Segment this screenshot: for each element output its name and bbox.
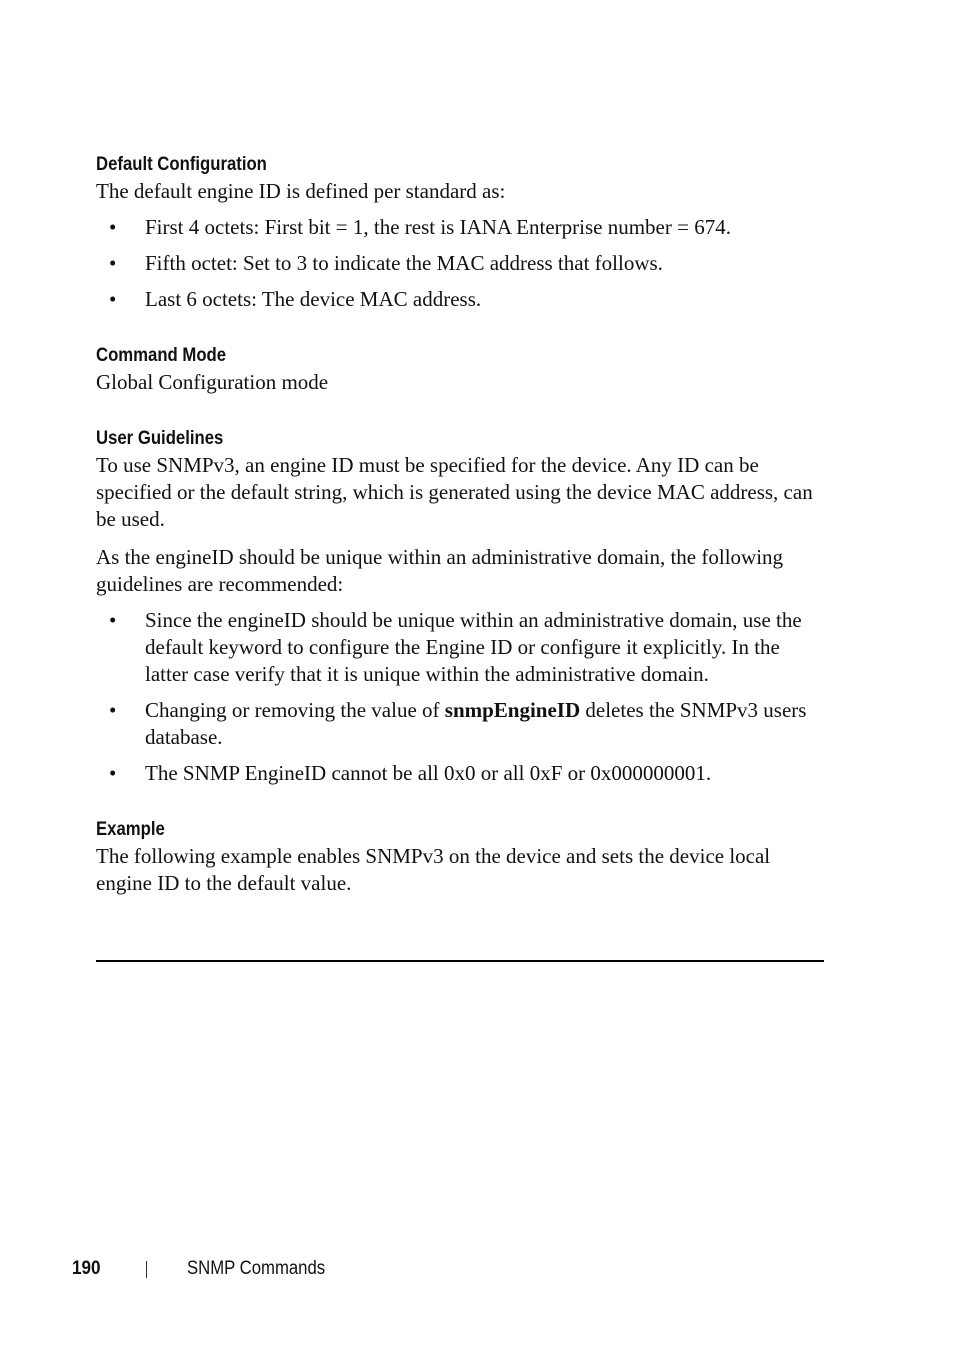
- section-default-configuration: [96, 152, 824, 313]
- heading-user-guidelines: User Guidelines: [96, 428, 224, 449]
- list-item: • First 4 octets: First bit = 1, the rest is IANA Enterprise number = 674.: [109, 215, 731, 239]
- heading-default-configuration: Default Configuration: [96, 154, 267, 175]
- paragraph: Global Configuration mode: [96, 370, 329, 394]
- bullet-list: [96, 607, 824, 787]
- bullet-icon: •: [109, 761, 117, 785]
- footer-title: SNMP Commands: [187, 1258, 326, 1279]
- section-example: [96, 817, 824, 897]
- page-number: 190: [72, 1258, 101, 1279]
- bullet-icon: •: [109, 698, 117, 722]
- list-item: • Fifth octet: Set to 3 to indicate the MAC address that follows.: [109, 251, 663, 275]
- page-content: [96, 152, 824, 897]
- paragraph: To use SNMPv3, an engine ID must be specified for the device. Any ID can be specified or the default string, which is generated using the device MAC address, can be used.: [96, 453, 813, 531]
- bullet-icon: •: [109, 287, 117, 311]
- bullet-icon: •: [109, 251, 117, 275]
- bullet-list: [96, 214, 824, 313]
- paragraph: As the engineID should be unique within an administrative domain, the following guidelines are recommended:: [96, 545, 784, 596]
- bullet-icon: •: [109, 215, 117, 239]
- footer-separator: [146, 1261, 147, 1278]
- list-item: • Last 6 octets: The device MAC address.: [109, 287, 482, 311]
- list-item: • The SNMP EngineID cannot be all 0x0 or all 0xF or 0x000000001.: [109, 761, 712, 785]
- page-footer: [0, 1256, 954, 1282]
- horizontal-rule: [96, 960, 824, 962]
- command-keyword: snmpEngineID: [444, 698, 581, 722]
- section-user-guidelines: [96, 426, 824, 787]
- section-command-mode: [96, 343, 824, 396]
- list-item: • Since the engineID should be unique within an administrative domain, use the default keyword to configure the Engine ID or configure it explicitly. In the latter case verify that it is unique within the administrative domain.: [109, 608, 802, 686]
- heading-example: Example: [96, 819, 165, 840]
- list-item: • Changing or removing the value of snmpEngineID deletes the SNMPv3 users database.: [109, 698, 807, 749]
- paragraph: The default engine ID is defined per standard as:: [96, 179, 506, 203]
- paragraph: The following example enables SNMPv3 on the device and sets the device local engine ID to the default value.: [96, 844, 771, 895]
- bullet-icon: •: [109, 608, 117, 632]
- heading-command-mode: Command Mode: [96, 345, 227, 366]
